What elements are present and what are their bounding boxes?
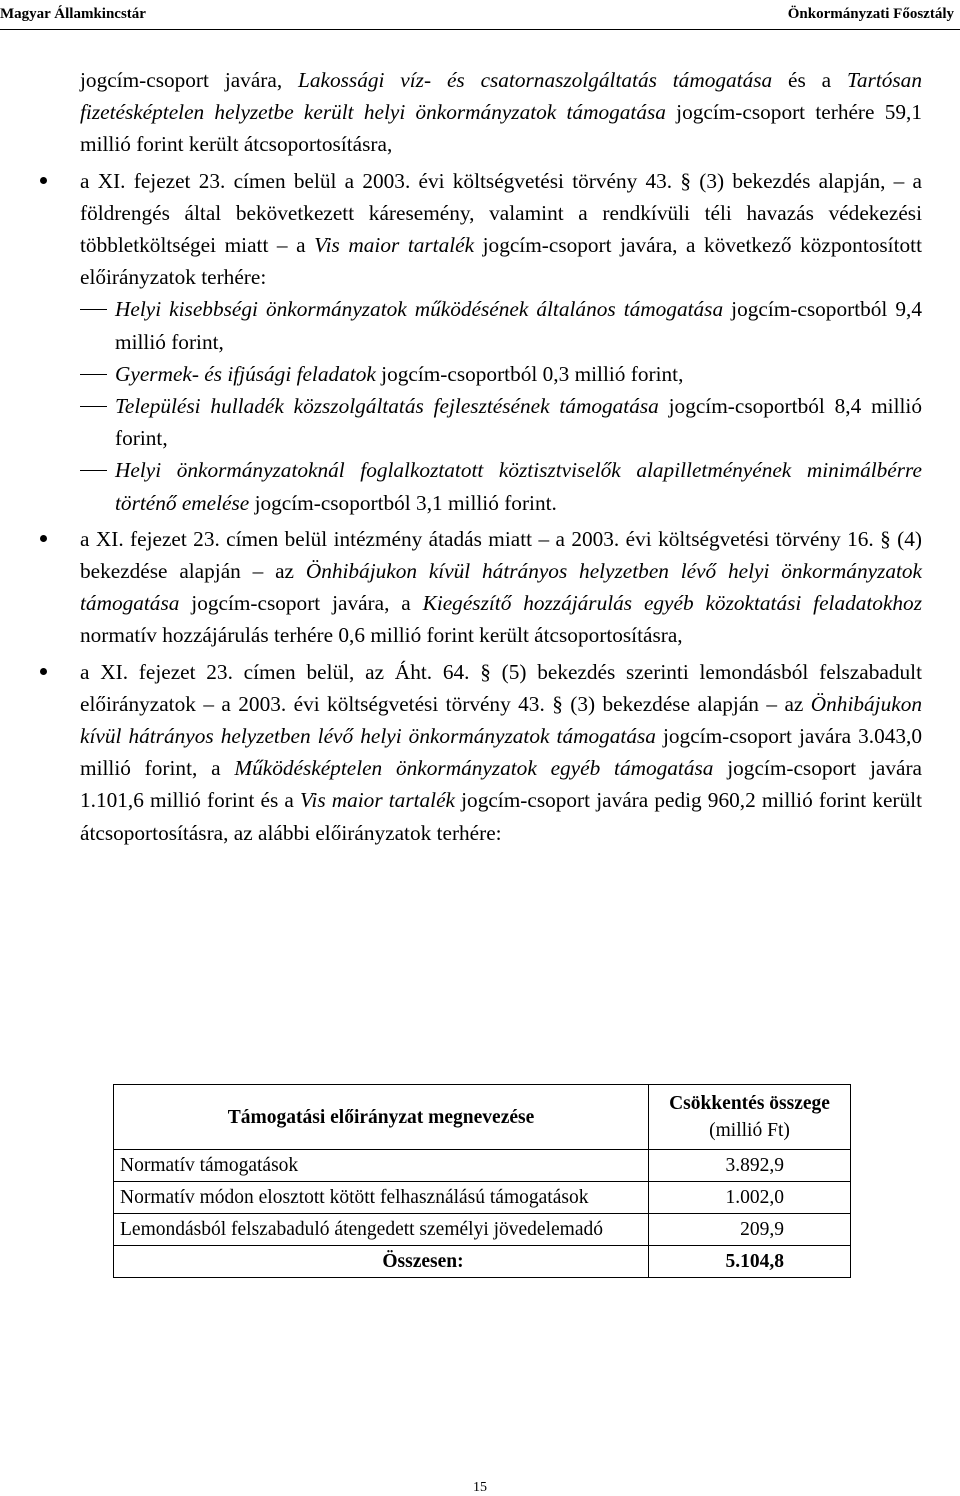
row-name: Lemondásból felszabaduló átengedett személyi jövedelemadó [114,1214,649,1246]
italic-term: Működésképtelen önkormányzatok egyéb támogatása [234,756,714,781]
dash-icon [80,470,107,471]
dash-item-2 [0,358,960,390]
total-value: 5.104,8 [649,1246,851,1278]
row-value: 1.002,0 [649,1182,851,1214]
page-header [0,6,960,30]
italic-term: Kiegészítő hozzájárulás egyéb közoktatási feladatokhoz [422,591,922,616]
text-run: jogcím-csoport javára, a következő központosított előirányzatok terhére: [80,233,922,290]
italic-term: Helyi önkormányzatoknál foglalkoztatott köztisztviselők alapilletményének minimálbérre történő emelése [115,458,922,515]
dash-text-4 [115,458,922,514]
text-run: jogcím-csoport javára, a [179,591,423,616]
header-cell-name: Támogatási előirányzat megnevezése [114,1085,649,1150]
row-name: Normatív módon elosztott kötött felhasználású támogatások [114,1182,649,1214]
header-divider [0,29,960,30]
dash-icon [80,374,107,375]
text-run: jogcím-csoportból 0,3 millió forint, [375,361,684,386]
text-run: jogcím-csoport javára 3.043,0 millió forint, a [80,724,922,781]
italic-term: Önhibájukon kívül hátrányos helyzetben lévő helyi önkormányzatok támogatása [80,559,922,616]
italic-term: Tartósan fizetésképtelen helyzetbe került helyi önkormányzatok támogatása [80,68,922,125]
intro-paragraph [0,64,960,161]
row-value: 3.892,9 [649,1150,851,1182]
text-run: jogcím-csoport terhére 59,1 millió forint került átcsoportosításra, [80,100,922,157]
bullet-item-3 [0,656,960,849]
bullet-dot-icon [40,535,47,542]
italic-term: Önhibájukon kívül hátrányos helyzetben lévő helyi önkormányzatok támogatása [80,691,922,749]
dash-icon [80,406,107,407]
dash-text-3 [115,394,922,450]
dash-text-2 [115,362,683,386]
reduction-table [113,1084,851,1278]
text-run: jogcím-csoportból 9,4 millió forint, [115,297,923,354]
dash-item-4 [0,454,960,518]
text-run: normatív hozzájárulás terhére 0,6 millió forint került átcsoportosításra, [80,623,683,648]
bullet-item-1 [0,165,960,294]
table-row [114,1214,851,1246]
italic-term: Települési hulladék közszolgáltatás fejlesztésének támogatása [115,394,659,419]
dash-item-3 [0,390,960,454]
text-run: a XI. fejezet 23. címen belül a 2003. évi költségvetési törvény 43. § (3) bekezdés alapján, – a földrengés által bekövetkezett káresemény, valamint a rendkívüli téli havazás védekezési többletköltségei miatt – a [80,168,922,258]
text-run: a XI. fejezet 23. címen belül, az Áht. 64. § (5) bekezdés szerinti lemondásból felszabadult előirányzatok – a 2003. évi költségvetési törvény 43. § (3) bekezdése alapján – az [80,659,922,716]
document-body [0,64,960,849]
header-value-label: Csökkentés összege [669,1093,830,1114]
header-cell-value [649,1085,851,1150]
table-row [114,1182,851,1214]
header-left: Magyar Államkincstár [0,6,146,22]
italic-term: Vis maior tartalék [314,233,475,258]
header-right: Önkormányzati Főosztály [787,6,954,22]
bullet-text-2 [80,527,922,648]
text-run: jogcím-csoportból 3,1 millió forint. [249,490,557,515]
dash-icon [80,309,107,310]
row-name: Normatív támogatások [114,1150,649,1182]
row-value: 209,9 [649,1214,851,1246]
table-total-row [114,1246,851,1278]
bullet-item-2 [0,523,960,652]
bullet-text-1 [80,169,922,290]
text-run: jogcím-csoport javára 1.101,6 millió forint és a [80,756,922,813]
italic-term: Vis maior tartalék [299,788,455,813]
italic-term: Lakossági víz- és csatornaszolgáltatás támogatása [298,68,773,92]
bullet-dot-icon [40,177,47,184]
italic-term: Helyi kisebbségi önkormányzatok működésének általános támogatása [115,297,724,322]
text-run: a XI. fejezet 23. címen belül intézmény átadás miatt – a 2003. évi költségvetési törvény 16. § (4) bekezdése alapján – az [80,526,922,584]
text-run: jogcím-csoport javára pedig 960,2 millió forint került átcsoportosításra, az alábbi előirányzatok terhére: [80,788,923,845]
text-run: jogcím-csoport javára, [80,68,299,92]
bullet-dot-icon [40,668,47,675]
bullet-text-3 [80,660,922,845]
dash-item-1 [0,293,960,357]
header-unit-label: (millió Ft) [709,1120,790,1141]
table-row [114,1150,851,1182]
text-run: és a [772,68,847,92]
page-number: 15 [473,1480,487,1495]
total-label: Összesen: [114,1246,649,1278]
table-header-row [114,1085,851,1150]
text-run: jogcím-csoportból 8,4 millió forint, [115,394,922,451]
italic-term: Gyermek- és ifjúsági feladatok [115,361,376,386]
dash-text-1 [115,297,922,353]
